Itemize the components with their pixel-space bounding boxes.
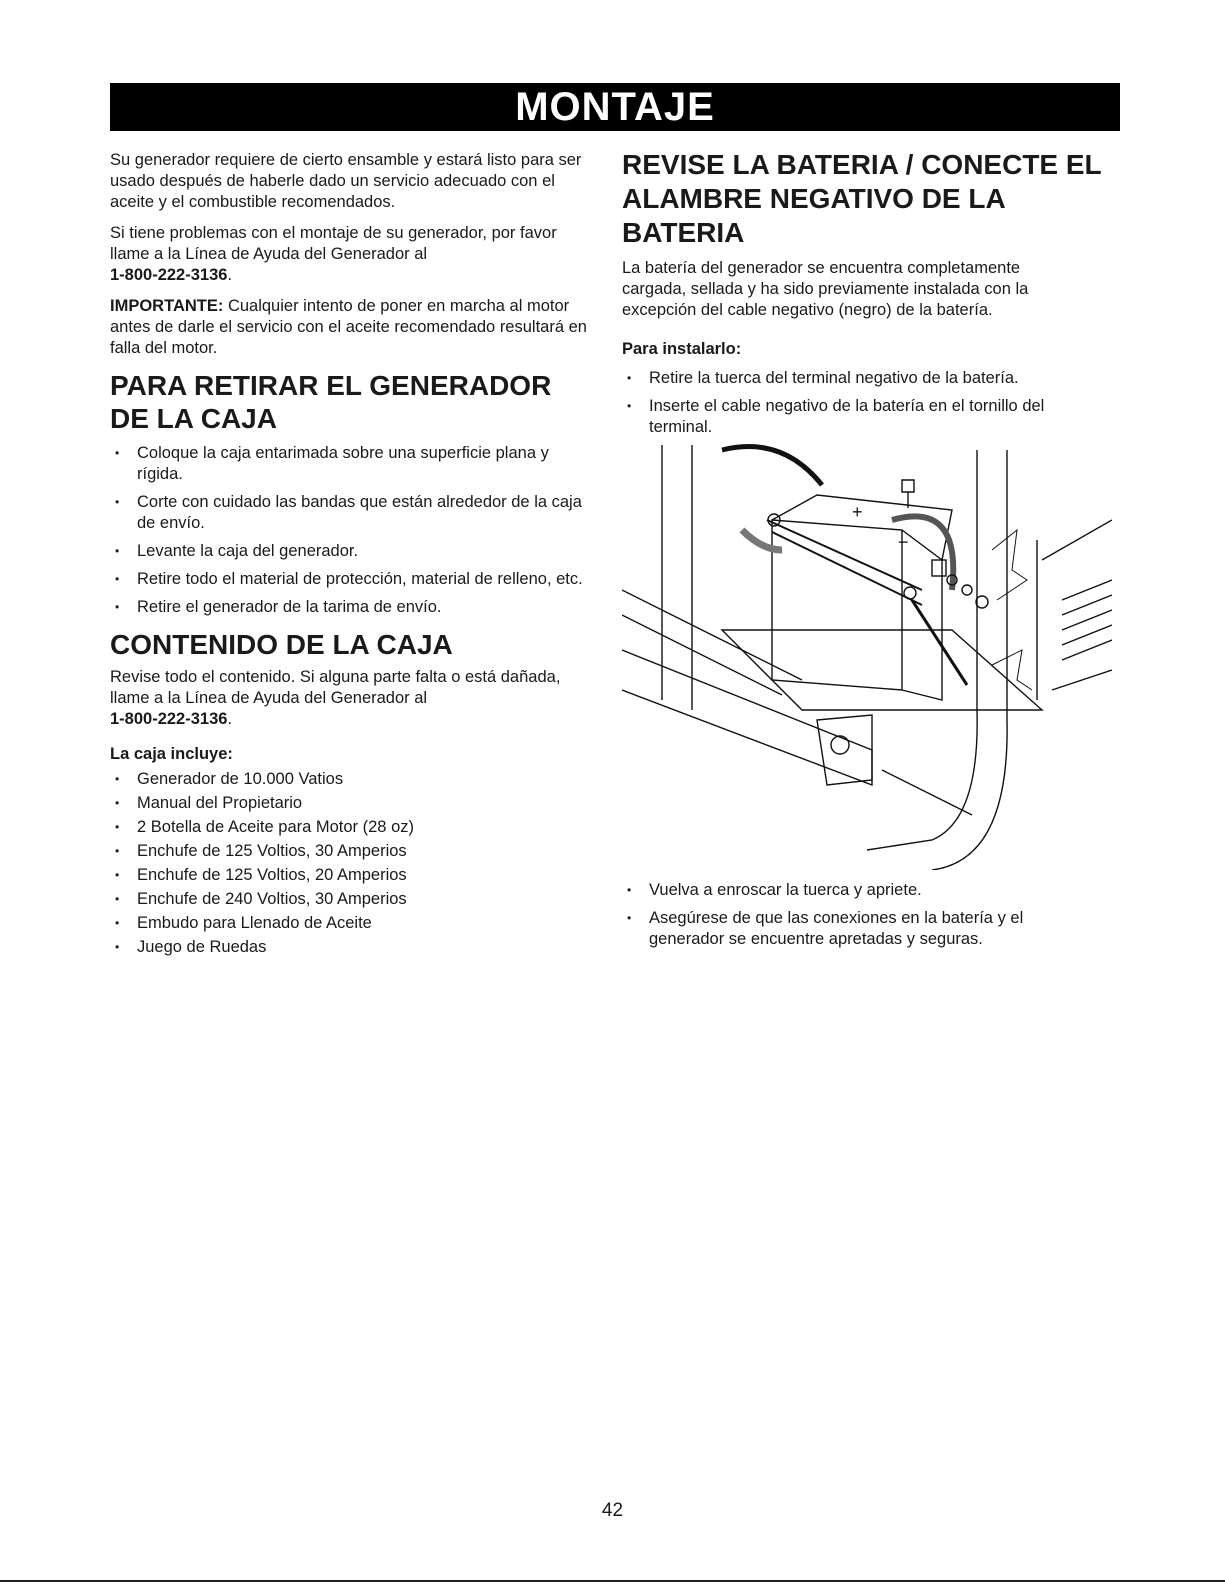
right-column (622, 150, 1122, 445)
install-steps-after (622, 880, 1122, 950)
install-label: Para instalarlo: (622, 340, 742, 358)
list-item: • Enchufe de 125 Voltios, 30 Amperios (110, 841, 590, 862)
list-item: • Levante la caja del generador. (110, 541, 590, 562)
positive-terminal-label: + (852, 502, 863, 522)
section-title-box-contents: CONTENIDO DE LA CAJA (110, 629, 453, 660)
list-item: • Vuelva a enroscar la tuerca y apriete. (622, 880, 1122, 901)
section-title-battery: REVISE LA BATERIA / CONECTE EL ALAMBRE NEGATIVO DE LA BATERIA (622, 149, 1102, 248)
engine-fins (1062, 580, 1112, 660)
bottom-rule (0, 1580, 1225, 1582)
positive-cable (722, 447, 822, 485)
terminal-post (932, 560, 946, 576)
includes-label: La caja incluye: (110, 745, 233, 763)
left-column (110, 150, 590, 961)
strap-rod (912, 600, 967, 685)
list-item: • 2 Botella de Aceite para Motor (28 oz) (110, 817, 590, 838)
important-paragraph (110, 296, 590, 359)
right-column-lower (622, 880, 1122, 957)
washer-icon (962, 585, 972, 595)
screw-icon (902, 480, 914, 508)
section-banner: MONTAJE (110, 83, 1120, 131)
includes-list (110, 769, 590, 958)
help-phone-end: . (227, 266, 233, 284)
list-item: • Enchufe de 240 Voltios, 30 Amperios (110, 889, 590, 910)
tray-lines (622, 590, 972, 815)
remove-steps-list (110, 443, 590, 618)
nut-icon (976, 596, 988, 608)
help-text: Si tiene problemas con el montaje de su generador, por favor llame a la Línea de Ayuda del Generador al (110, 224, 557, 263)
frame-tube-left (662, 445, 692, 710)
section-title-remove-generator: PARA RETIRAR EL GENERADOR DE LA CAJA (110, 370, 552, 434)
break-line (992, 530, 1027, 600)
list-item: • Corte con cuidado las bandas que están alrededor de la caja de envío. (110, 492, 590, 534)
important-text: Cualquier intento de poner en marcha al motor antes de darle el servicio con el aceite recomendado resultará en falla del motor. (110, 297, 587, 357)
install-steps-before (622, 368, 1122, 438)
list-item: • Coloque la caja entarimada sobre una superficie plana y rígida. (110, 443, 590, 485)
terminal-bolt (904, 587, 916, 599)
contents-phone: 1-800-222-3136 (110, 710, 228, 728)
important-label: IMPORTANTE: (110, 297, 224, 315)
battery-body (772, 520, 942, 700)
list-item: • Enchufe de 125 Voltios, 20 Amperios (110, 865, 590, 886)
battery-intro: La batería del generador se encuentra completamente cargada, sellada y ha sido previamente instalada con la excepción del cable negativo (negro) de la batería. (622, 259, 1029, 319)
bracket-hole (831, 736, 849, 754)
help-phone: 1-800-222-3136 (110, 266, 228, 284)
battery-illustration (622, 440, 1112, 870)
list-item: • Retire todo el material de protección, material de relleno, etc. (110, 569, 590, 590)
list-item: • Generador de 10.000 Vatios (110, 769, 590, 790)
contents-paragraph (110, 667, 590, 730)
contents-phone-end: . (227, 710, 233, 728)
list-item: • Inserte el cable negativo de la batería en el tornillo del terminal. (622, 396, 1089, 438)
intro-paragraph: Su generador requiere de cierto ensamble y estará listo para ser usado después de haberle dado un servicio adecuado con el aceite y el combustible recomendados. (110, 151, 582, 211)
list-item: • Asegúrese de que las conexiones en la batería y el generador se encuentre apretadas y seguras. (622, 908, 1079, 950)
list-item: • Juego de Ruedas (110, 937, 590, 958)
list-item: • Retire la tuerca del terminal negativo de la batería. (622, 368, 1122, 389)
help-paragraph (110, 223, 590, 286)
list-item: • Embudo para Llenado de Aceite (110, 913, 590, 934)
negative-terminal-label: − (898, 532, 909, 552)
page-number: 42 (601, 1500, 624, 1521)
contents-text: Revise todo el contenido. Si alguna parte falta o está dañada, llame a la Línea de Ayuda del Generador al (110, 668, 561, 707)
list-item: • Manual del Propietario (110, 793, 590, 814)
list-item: • Retire el generador de la tarima de envío. (110, 597, 590, 618)
base-tray (622, 630, 1042, 785)
